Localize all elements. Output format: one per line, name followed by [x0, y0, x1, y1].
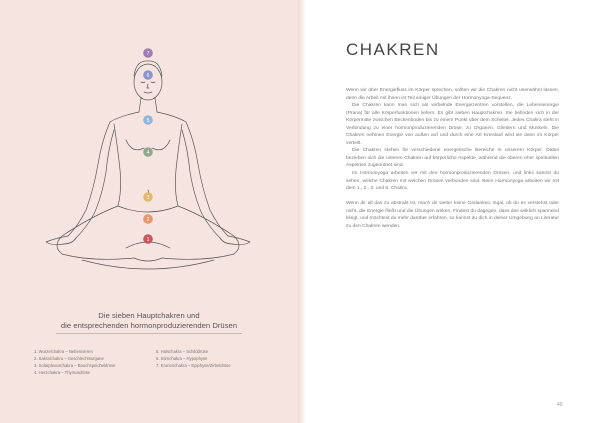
- legend-item: 1. Wurzelchakra – Nebennieren: [34, 349, 93, 354]
- caption-divider: [56, 333, 242, 334]
- chakra-3-marker: [143, 192, 153, 202]
- figure-right-leg: [162, 206, 239, 259]
- chakra-markers: [143, 48, 153, 244]
- figure-left-arm: [68, 122, 110, 236]
- chakra-2-marker: [143, 214, 153, 224]
- paragraph: Wenn dir all das zu abstrakt ist, mach dir weiter keine Gedanken. Egal, ob du es verstehst oder nicht, die Energie fließt und die Übungen wirken. Findest du dagegen, dass das wirklich spannend klingt, und möchtest du mehr darüber erfahren, so kannst du dich in deiner Umgebung an Literatur zu den Chakren wenden.: [346, 201, 559, 229]
- chakra-4-marker: [143, 147, 153, 157]
- chakra-1-marker: [143, 234, 153, 244]
- book-gutter: [298, 0, 306, 423]
- chakra-2-number: 2: [146, 216, 150, 223]
- paragraph: Die Chakren stehen für verschiedene energetische Bereiche in unserem Körper. Dabei beziehen sich die unteren Chakren auf körperliche Aspekte, während die oberen eher spirituellen Aspekten zugeordnet sind.: [346, 148, 559, 169]
- legend-item: 4. Herzchakra – Thymusdrüse: [34, 369, 91, 375]
- page-title: CHAKREN: [346, 40, 440, 59]
- figure-lap: [118, 206, 178, 212]
- legend-item: 5. Halschakra – Schilddrüse: [156, 349, 209, 354]
- figure-head: [134, 64, 162, 100]
- chakra-5-marker: [143, 115, 153, 125]
- legend-item: 2. Sakralchakra – Geschlechtsorgane: [34, 355, 104, 361]
- figure-eyes: [141, 82, 155, 83]
- legend-right-column: [156, 349, 231, 370]
- chakra-5-number: 5: [146, 117, 150, 124]
- page-number: 49: [557, 402, 563, 408]
- chakra-4-number: 4: [146, 149, 150, 156]
- figure-caption-line-1: Die sieben Hauptchakren und: [98, 311, 200, 320]
- figure-right-arm-inner: [182, 130, 220, 238]
- figure-cushion: [82, 260, 214, 269]
- paragraph: Im Hormonyoga arbeiten wir mit den hormonproduzierenden Drüsen, und links kannst du sehen, welche Chakren mit welchen Drüsen verbunden sind. Beim Hormonyoga arbeiten wir mit dem 1., 2., 3. und 6. Chakra.: [346, 171, 559, 192]
- chakra-6-number: 6: [146, 72, 150, 79]
- legend-item: 6. Stirnchakra – Hypophyse: [156, 355, 208, 361]
- paragraph: Die Chakren kann man sich als wirbelnde Energiezentren vorstellen, die Lebensenergie (Prana) für alle Körperfunktionen liefern. Es gibt sieben Hauptchakren. Sie befinden sich in der Körpermitte zwischen Beckenboden bis zu einem Punkt über dem Scheitel. Jedes Chakra steht in Verbindung zu einer hormonproduzierenden Drüse, zu Organen, Gliedern und Muskeln. Die Chakren nehmen Energie von außen auf und durch eine Art Kreislauf wird sie dann im Körper verteilt.: [346, 103, 559, 146]
- paragraph: Wenn wir über Energiefluss im Körper sprechen, sollten wir die Chakren nicht unerwähnt lassen, denn die Arbeit mit ihnen ist Teil einiger Übungen der Hormonyoga-Sequenz.: [346, 88, 559, 101]
- body-text: [346, 87, 559, 230]
- figure-mouth: [144, 92, 152, 93]
- legend-left-column: [34, 349, 115, 377]
- chakra-1-number: 1: [146, 236, 150, 243]
- figure-nose: [147, 84, 149, 88]
- chakra-6-marker: [143, 70, 153, 80]
- figure-left-leg: [57, 206, 134, 259]
- figure-left-arm-inner: [76, 130, 114, 238]
- lotus-pose-figure: [22, 40, 290, 290]
- chakra-3-number: 3: [146, 194, 150, 201]
- legend-item: 7. Kronenchakra – Epiphyse/Zirbeldrüse: [156, 362, 231, 368]
- figure-caption-line-2: die entsprechenden hormonproduzierenden Drüsen: [60, 321, 238, 330]
- figure-torso-right: [175, 124, 182, 206]
- figure-right-arm: [186, 122, 228, 236]
- figure-torso-left: [114, 124, 121, 206]
- chakra-7-number: 7: [146, 50, 150, 57]
- chakra-7-marker: [143, 48, 153, 58]
- legend-item: 3. Solarplexuschakra – Bauchspeicheldrüse: [34, 362, 116, 368]
